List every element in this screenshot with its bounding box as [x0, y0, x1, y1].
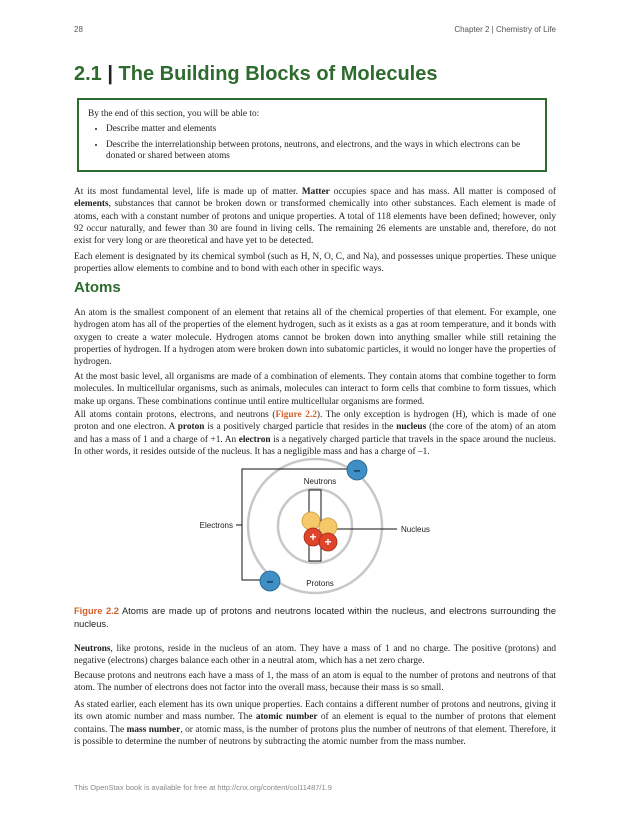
objective-item: • Describe the interrelationship between protons, neutrons, and electrons, and the ways in which electrons can be donated or shared between atoms — [106, 140, 536, 163]
paragraph-matter: At its most fundamental level, life is made up of matter. Matter occupies space and has mass. All matter is composed of elements, substances that cannot be broken down or transformed chemically into other substances. Each element is made of atoms, each with a constant number of protons and unique properties. A total of 118 elements have been defined; however, only 92 occur naturally, and fewer than 30 are found in living cells. The remaining 26 elements are unstable and, therefore, do not exist for very long or are theoretical and have yet to be detected. — [74, 187, 557, 247]
atom-diagram — [190, 458, 440, 598]
term-mass-number: mass number — [126, 724, 181, 735]
paragraph-atomic-number: As stated earlier, each element has its own unique properties. Each contains a different number of protons and neutrons, giving it its own atomic number and mass number. The atomic number of an element is equal to the number of protons that element contains. The mass number, or atomic mass, is the number of protons plus the number of neutrons of that element. Therefore, it is possible to determine the number of neutrons by subtracting the atomic number from the mass number. — [74, 700, 556, 747]
figure-reference-link[interactable]: Figure 2.2 — [275, 410, 317, 420]
term-nucleus: nucleus — [396, 422, 427, 433]
electron-particle — [260, 571, 280, 591]
neutron-particle — [302, 512, 320, 530]
paragraph-organisms: At the most basic level, all organisms are made of a combination of elements. They contain atoms that combine together to form molecules. In multicellular organisms, such as animals, molecules can interact to form cells that combine to form tissues, which make up organs. These combinations continue until entire multicellular organisms are formed. — [74, 372, 556, 407]
term-neutrons: Neutrons — [74, 644, 111, 654]
title-separator: | — [107, 63, 113, 85]
figure-caption: Figure 2.2 Atoms are made up of protons and neutrons located within the nucleus, and electrons surrounding the nucleus. — [74, 606, 556, 629]
section-number: 2.1 — [74, 63, 102, 85]
term-electron: electron — [238, 434, 271, 445]
paragraph-atom-definition: An atom is the smallest component of an element that retains all of the chemical properties of that element. For example, one hydrogen atom has all of the properties of the element hydrogen, such as it exists as a gas at room temperature, and it bonds with oxygen to create a water molecule. Hydrogen atoms cannot be broken down into anything smaller while still retaining the properties of hydrogen. If a hydrogen atom were broken down into subatomic particles, it would no longer have the properties of hydrogen. — [74, 308, 556, 368]
objectives-list — [88, 124, 536, 163]
term-atomic-number: atomic number — [255, 712, 318, 723]
electrons-label: Electrons — [199, 521, 233, 530]
objective-item: • Describe matter and elements — [106, 124, 536, 136]
paragraph-neutrons: Neutrons, like protons, reside in the nucleus of an atom. They have a mass of 1 and no charge. The positive (protons) and negative (electrons) charges balance each other in a neutral atom, which has a net zero charge. — [74, 644, 556, 667]
section-title — [74, 63, 437, 86]
footer-note: This OpenStax book is available for free at http://cnx.org/content/col11487/1.9 — [74, 783, 332, 792]
neutrons-label: Neutrons — [303, 477, 337, 486]
electron-minus-sign: – — [266, 574, 274, 588]
proton-particle — [319, 533, 337, 551]
nucleus-label: Nucleus — [401, 525, 430, 534]
chapter-header: Chapter 2 | Chemistry of Life — [454, 25, 556, 34]
term-proton: proton — [177, 422, 205, 433]
objectives-intro: By the end of this section, you will be able to: — [88, 109, 260, 119]
electron-minus-sign: – — [353, 463, 361, 477]
paragraph-particles: All atoms contain protons, electrons, and neutrons (Figure 2.2). The only exception is hydrogen (H), which is made of one proton and one electron. A proton is a positively charged particle that resides in the nucleus (the core of the atom) of an atom and has a mass of 1 and a charge of +1. An electron is a negatively charged particle that travels in the space around the nucleus. In other words, it resides outside of the nucleus. It has a negligible mass and has a charge of –1. — [74, 410, 556, 457]
atoms-heading: Atoms — [74, 279, 121, 296]
term-matter: Matter — [301, 187, 330, 197]
learning-objectives-box — [77, 98, 547, 172]
proton-plus-sign: + — [324, 535, 332, 549]
page-number: 28 — [74, 25, 83, 34]
section-title-text: The Building Blocks of Molecules — [118, 63, 438, 85]
paragraph-mass: Because protons and neutrons each have a mass of 1, the mass of an atom is equal to the number of protons and neutrons of that atom. The number of electrons does not factor into the overall mass, because their mass is so small. — [74, 671, 556, 694]
electron-particle — [347, 460, 367, 480]
proton-plus-sign: + — [309, 530, 317, 544]
term-elements: elements — [74, 199, 109, 210]
paragraph-symbols: Each element is designated by its chemical symbol (such as H, N, O, C, and Na), and possesses unique properties. These unique properties allow elements to combine and to bond with each other in specific ways. — [74, 252, 556, 275]
protons-label: Protons — [306, 579, 334, 588]
figure-label: Figure 2.2 — [74, 606, 119, 616]
